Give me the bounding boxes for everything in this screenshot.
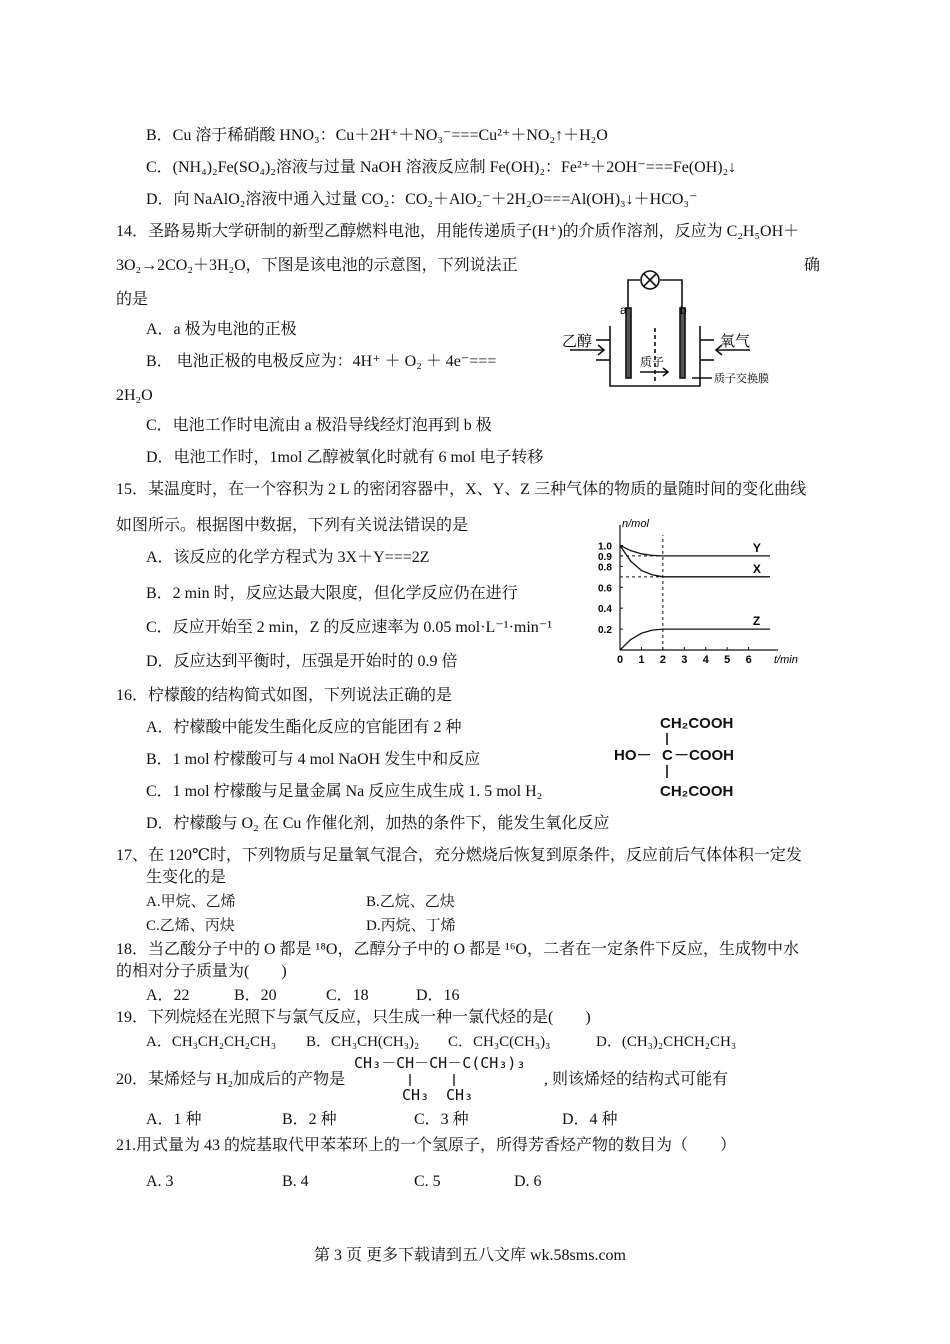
series-line-x [620,545,770,576]
membrane-label: 质子交换膜 [714,372,769,385]
q15-option-d: D．反应达到平衡时，压强是开始时的 0.9 倍 [146,653,458,670]
y-tick-label: 1.0 [598,541,612,553]
x-tick-label: 0 [617,654,624,666]
q13-option-b: B．Cu 溶于稀硝酸 HNO₃：Cu＋2H⁺＋NO₃⁻===Cu²⁺＋NO₂↑＋H₂O [146,127,608,144]
q14-option-b-cont: 2H₂O [116,387,153,404]
q20-stem-start: 20．某烯烃与 H₂加成后的产物是 [116,1071,346,1088]
q19-option-a: A．CH₃CH₂CH₂CH₃ [146,1034,277,1050]
q21-stem: 21.用式量为 43 的烷基取代甲苯苯环上的一个氢原子，所得芳香烃产物的数目为（ ） [116,1137,737,1154]
q16-option-d: D．柠檬酸与 O₂ 在 Cu 作催化剂，加热的条件下，能发生氧化反应 [146,815,610,832]
x-tick-label: 5 [724,654,731,666]
q16-option-b: B．1 mol 柠檬酸可与 4 mol NaOH 发生中和反应 [146,751,481,768]
q14-stem-line3: 的是 [116,291,149,308]
q20-option-a: A．1 种 [146,1111,202,1128]
q20-option-c: C．3 种 [414,1111,469,1128]
q14-option-a: A．a 极为电池的正极 [146,321,297,338]
q14-option-d: D．电池工作时，1mol 乙醇被氧化时就有 6 mol 电子转移 [146,449,544,466]
q14-stem-line2: 3O₂→2CO₂＋3H₂O，下图是该电池的示意图，下列说法正 [116,257,518,274]
oxygen-label: 氧气 [720,332,751,350]
alkane-structure [354,1052,544,1104]
fuel-cell-diagram [560,268,800,398]
y-tick-label: 0.8 [598,562,612,574]
citric-acid-structure [612,712,762,804]
citric-top-group: CH₂COOH [660,715,734,732]
q18-stem-line1: 18．当乙酸分子中的 O 都是 ¹⁸O，乙醇分子中的 O 都是 ¹⁶O，二者在一定条件下反应，生成物中水 [116,941,799,958]
q13-option-c: C．(NH₄)₂Fe(SO₄)₂溶液与过量 NaOH 溶液反应制 Fe(OH)₂：Fe²⁺＋2OH⁻===Fe(OH)₂↓ [146,159,737,176]
q16-stem: 16．柠檬酸的结构简式如图，下列说法正确的是 [116,687,453,704]
q21-option-d: D. 6 [514,1173,542,1190]
q17-stem-line2: 生变化的是 [146,869,227,886]
q13-option-d: D．向 NaAlO₂溶液中通入过量 CO₂：CO₂＋AlO₂⁻＋2H₂O===Al(OH)₃↓＋HCO₃⁻ [146,191,698,208]
q16-option-a: A．柠檬酸中能发生酯化反应的官能团有 2 种 [146,719,462,736]
q20-option-b: B．2 种 [282,1111,337,1128]
y-tick-label: 0.9 [598,551,612,563]
q21-option-b: B. 4 [282,1173,309,1190]
q15-option-a: A．该反应的化学方程式为 3X＋Y===2Z [146,549,430,566]
q15-option-c: C．反应开始至 2 min，Z 的反应速率为 0.05 mol·L⁻¹·min⁻¹ [146,619,553,636]
series-label-z: Z [752,614,761,629]
citric-bottom-group: CH₂COOH [660,783,734,800]
q14-stem-line2-end: 确 [804,257,821,274]
q15-stem-line2: 如图所示。根据图中数据，下列有关说法错误的是 [116,517,469,534]
ethanol-label: 乙醇 [562,332,593,350]
q19-option-b: B．CH₃CH(CH₃)₂ [306,1034,420,1050]
q14-option-b: B． 电池正极的电极反应为：4H⁺ ＋ O₂ ＋ 4e⁻=== [146,353,497,370]
series-label-x: X [752,561,761,576]
x-tick-label: 2 [659,654,666,666]
x-tick-label: 4 [702,654,709,666]
proton-label: 质子 [640,355,665,369]
q17-option-d: D.丙烷、丁烯 [366,918,456,934]
q18-option-d: D．16 [416,987,460,1004]
q17-option-b: B.乙烷、乙炔 [366,894,455,910]
q16-option-c: C．1 mol 柠檬酸与足量金属 Na 反应生成生成 1. 5 mol H₂ [146,783,543,800]
q19-option-c: C．CH₃C(CH₃)₃ [448,1034,551,1050]
alkane-branch-1: CH₃ [402,1086,430,1104]
q18-option-a: A．22 [146,987,190,1004]
q19-option-d: D．(CH₃)₂CHCH₂CH₃ [596,1034,737,1050]
q14-stem-line1: 14．圣路易斯大学研制的新型乙醇燃料电池，用能传递质子(H⁺)的介质作溶剂，反应为 C₂H₅OH＋ [116,223,800,240]
y-tick-label: 0.6 [598,583,612,595]
citric-middle-carboxyl: －COOH [674,747,735,764]
x-tick-label: 6 [745,654,752,666]
series-line-y [620,545,770,555]
x-tick-label: 3 [681,654,688,666]
q15-stem-line1: 15．某温度时，在一个容积为 2 L 的密闭容器中，X、Y、Z 三种气体的物质的量随时间的变化曲线 [116,481,807,498]
alkane-main-chain: CH₃－CH－CH－C(CH₃)₃ [354,1054,526,1072]
q17-option-a: A.甲烷、乙烯 [146,894,236,910]
q14-option-c: C．电池工作时电流由 a 极沿导线经灯泡再到 b 极 [146,417,492,434]
series-label-y: Y [752,540,761,555]
q19-stem: 19．下列烷烃在光照下与氯气反应，只生成一种一氯代烃的是( ) [116,1009,591,1026]
electrode-b-label: b [680,303,687,317]
q18-option-b: B．20 [234,987,277,1004]
q18-option-c: C．18 [326,987,369,1004]
page-footer: 第 3 页 更多下载请到五八文库 wk.58sms.com [314,1247,627,1264]
citric-central-carbon: C [662,747,673,764]
mole-time-chart [590,518,798,670]
q20-stem-end: , 则该烯烃的结构式可能有 [544,1071,729,1088]
alkane-branch-2: CH₃ [446,1086,474,1104]
series-line-z [620,629,770,650]
electrode-a-label: a [620,303,627,317]
q21-option-c: C. 5 [414,1173,441,1190]
q17-stem-line1: 17、在 120℃时，下列物质与足量氧气混合，充分燃烧后恢复到原条件，反应前后气体体积一定发 [116,847,802,864]
q21-option-a: A. 3 [146,1173,174,1190]
y-tick-label: 0.4 [598,604,612,616]
q20-option-d: D．4 种 [562,1111,618,1128]
x-tick-label: 1 [638,654,645,666]
y-tick-label: 0.2 [598,625,612,637]
y-axis-label: n/mol [622,518,649,530]
x-axis-label: t/min [774,654,798,666]
q17-option-c: C.乙烯、丙炔 [146,918,235,934]
citric-hydroxyl: HO－ [614,747,652,764]
q18-stem-line2: 的相对分子质量为( ) [116,963,287,980]
q15-option-b: B．2 min 时，反应达最大限度，但化学反应仍在进行 [146,585,518,602]
